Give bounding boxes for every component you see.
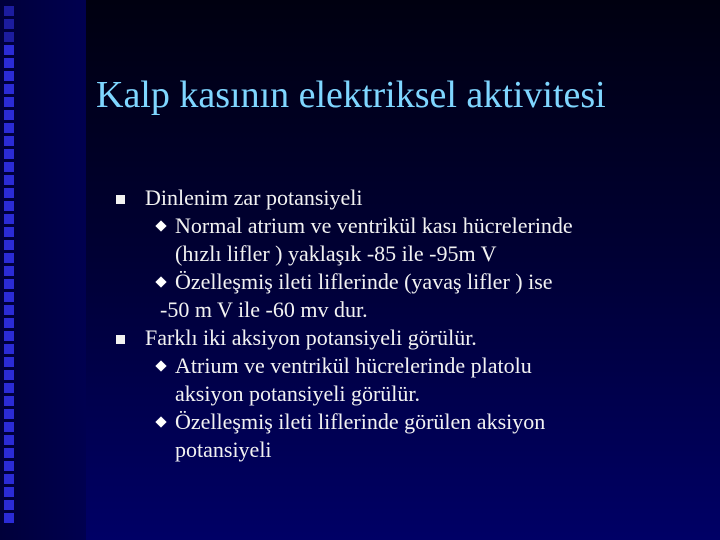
diamond-bullet-icon xyxy=(155,276,166,287)
square-icon xyxy=(4,32,14,42)
sub-bullet-text-continued: aksiyon potansiyeli görülür. xyxy=(175,381,421,406)
square-icon xyxy=(4,422,14,432)
square-icon xyxy=(4,214,14,224)
square-icon xyxy=(4,331,14,341)
square-icon xyxy=(4,188,14,198)
square-icon xyxy=(4,292,14,302)
bullet-text: Dinlenim zar potansiyeli xyxy=(145,185,363,210)
sub-bullet-text-continued: (hızlı lifler ) yaklaşık -85 ile -95m V xyxy=(175,241,497,266)
square-icon xyxy=(4,123,14,133)
square-icon xyxy=(4,318,14,328)
square-icon xyxy=(4,45,14,55)
square-icon xyxy=(4,6,14,16)
sub-bullet-item xyxy=(108,268,708,296)
square-icon xyxy=(4,71,14,81)
bullet-item xyxy=(108,184,708,212)
square-icon xyxy=(4,279,14,289)
square-icon xyxy=(4,19,14,29)
sub-bullet-item xyxy=(108,408,708,464)
square-icon xyxy=(4,396,14,406)
diamond-bullet-icon xyxy=(155,220,166,231)
square-icon xyxy=(4,370,14,380)
diamond-bullet-icon xyxy=(155,360,166,371)
square-icon xyxy=(4,162,14,172)
square-icon xyxy=(4,149,14,159)
sub-bullet-text-continued: potansiyeli xyxy=(175,437,272,462)
square-icon xyxy=(4,344,14,354)
square-bullet-icon xyxy=(116,335,125,344)
square-icon xyxy=(4,240,14,250)
sub-bullet-text: Özelleşmiş ileti liflerinde (yavaş lifler ) ise xyxy=(175,269,553,294)
bullet-text: Farklı iki aksiyon potansiyeli görülür. xyxy=(145,325,477,350)
square-icon xyxy=(4,500,14,510)
sub-bullet-text: Normal atrium ve ventrikül kası hücrelerinde xyxy=(175,213,573,238)
square-icon xyxy=(4,266,14,276)
square-icon xyxy=(4,253,14,263)
square-icon xyxy=(4,136,14,146)
decorative-square-column xyxy=(4,6,20,526)
square-icon xyxy=(4,357,14,367)
square-icon xyxy=(4,227,14,237)
square-icon xyxy=(4,513,14,523)
square-icon xyxy=(4,305,14,315)
square-icon xyxy=(4,409,14,419)
sub-bullet-text: Özelleşmiş ileti liflerinde görülen aksiyon xyxy=(175,409,546,434)
square-icon xyxy=(4,383,14,393)
square-icon xyxy=(4,487,14,497)
square-icon xyxy=(4,201,14,211)
slide-title: Kalp kasının elektriksel aktivitesi xyxy=(96,74,606,116)
square-icon xyxy=(4,448,14,458)
square-icon xyxy=(4,58,14,68)
square-icon xyxy=(4,461,14,471)
square-icon xyxy=(4,435,14,445)
sub-bullet-text-continued: -50 m V ile -60 mv dur. xyxy=(160,297,368,322)
square-icon xyxy=(4,110,14,120)
square-icon xyxy=(4,84,14,94)
square-icon xyxy=(4,474,14,484)
square-icon xyxy=(4,97,14,107)
square-bullet-icon xyxy=(116,195,125,204)
sub-bullet-item xyxy=(108,212,708,268)
bullet-item xyxy=(108,324,708,352)
sub-bullet-item xyxy=(108,352,708,408)
diamond-bullet-icon xyxy=(155,416,166,427)
square-icon xyxy=(4,175,14,185)
sub-bullet-continuation xyxy=(108,296,708,324)
left-decorative-band xyxy=(0,0,86,540)
slide-body xyxy=(108,184,708,464)
sub-bullet-text: Atrium ve ventrikül hücrelerinde platolu xyxy=(175,353,532,378)
